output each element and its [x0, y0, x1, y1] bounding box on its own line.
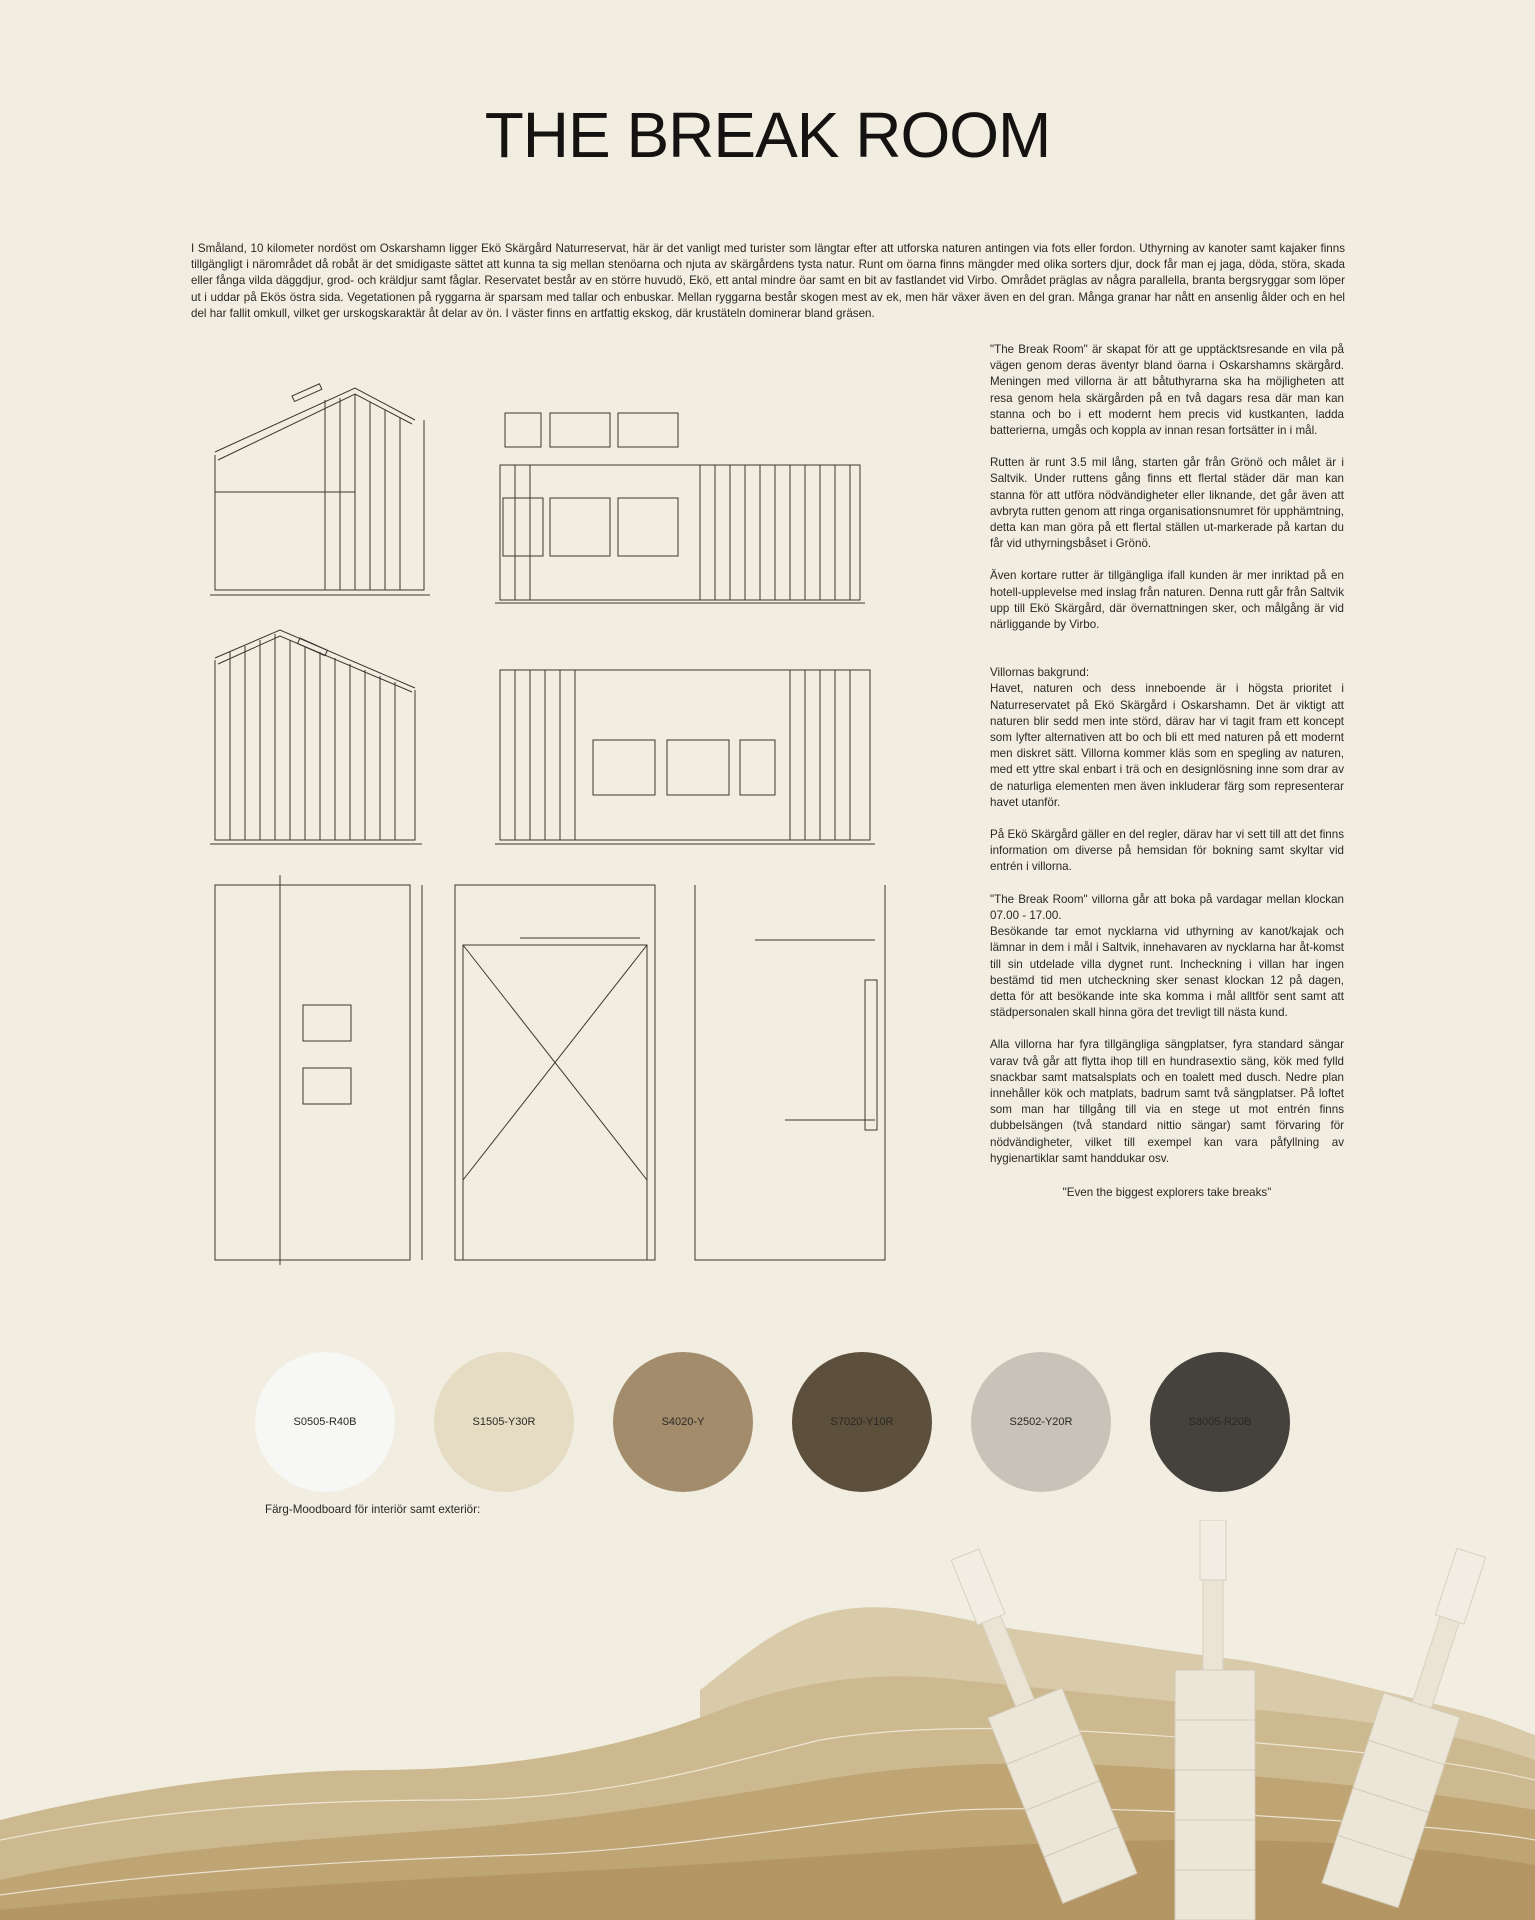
page-title: THE BREAK ROOM — [484, 99, 1051, 171]
rules-paragraph: På Ekö Skärgård gäller en del regler, därav har vi sett till att det finns information om diverse på hemsidan för bokning samt skyltar vid entrén i villorna. — [990, 828, 1344, 874]
keys-text: Besökande tar emot nycklarna vid uthyrning av kanot/kajak och lämnar in dem i mål i Saltvik, innehavaren av nycklarna har åt-komst till sin utdelade villa dygnet runt. Incheckning i villan har ingen bestämd tid men utcheckning sker senast klockan 12 på dagen, detta för att besökande inte ska komma i mål alltför sent samt att städpersonalen skall hinna göra det trevligt till nästa kund. — [990, 925, 1344, 1020]
house-section-top-left — [210, 384, 430, 595]
plan-bottom-right — [695, 885, 885, 1260]
booking-hours: "The Break Room" villorna går att boka på vardagar mellan klockan 07.00 - 17.00. — [990, 892, 1344, 922]
booking-paragraph — [990, 892, 1344, 1022]
background-text: Havet, naturen och dess inneboende är i högsta prioritet i Naturreservatet på Ekö Skärgård i Oskarshamn. Det är viktigt att naturen blir sedd men inte störd, därav har vi tagit fram ett koncept som lyfter alternativen att bo och bli ett med naturen på ett modernt men diskret sätt. Villorna kommer kläs som en spegling av naturen, med ett yttre skal enbart i trä och en designlösning inne som drar av de naturliga elementen men även inkluderar färg som representerar havet utanför. — [990, 682, 1344, 809]
background-heading: Villornas bakgrund: — [990, 666, 1090, 680]
house-elevation-middle-right — [495, 670, 875, 844]
description-column — [990, 342, 1344, 1217]
swatch-code: S7020-Y10R — [830, 1416, 894, 1428]
swatch-code: S8005-R20B — [1188, 1416, 1252, 1428]
swatch-code: S2502-Y20R — [1009, 1416, 1073, 1428]
intro-paragraph: I Småland, 10 kilometer nordöst om Oskarshamn ligger Ekö Skärgård Naturreservat, här är det vanligt med turister som längtar efter att utforska naturen antingen via fots eller fordon. Uthyrning av kanoter samt kajaker finns tillgängligt i närområdet då robåt är det smidigaste sättet att kunna ta sig mellan stenöarna och njuta av skärgårdens tysta natur. Runt om öarna finns mängder med olika sorters djur, dock får man ej jaga, döda, störa, skada eller fånga vilda däggdjur, grod- och kräldjur samt fåglar. Reservatet består av en större huvudö, Ekö, ett antal mindre öar samt en bit av fastlandet vid Virbo. Området präglas av några parallella, branta bergsryggar som löper ut i uddar på Ekös östra sida. Vegetationen på ryggarna är sparsam med tallar och enbuskar. Mellan ryggarna består skogen mest av ek, men här växer även en del gran. Många granar har nått en ansenlig ålder och en hel del har fallit omkull, vilket ger urskogskaraktär åt delar av ön. I väster finns en artfattig ekskog, där krustäteln dominerar bland gräsen. — [191, 242, 1345, 320]
swatch-3 — [613, 1352, 753, 1492]
background-paragraph — [990, 665, 1344, 811]
architectural-drawings — [200, 380, 910, 1280]
swatch-code: S1505-Y30R — [472, 1416, 536, 1428]
landscape-illustration — [0, 1520, 1535, 1920]
swatch-code: S0505-R40B — [293, 1416, 357, 1428]
plan-bottom-middle — [455, 885, 655, 1260]
house-elevation-top-right — [495, 413, 865, 603]
swatch-5 — [971, 1352, 1111, 1492]
route-paragraph: Rutten är runt 3.5 mil lång, starten går från Grönö och målet är i Saltvik. Under ruttens gång finns ett flertal städer där man kan stanna för att utföra nödvändigheter eller liknande, det går även att avbryta rutten genom att ringa organisationsnumret för upphämtning, detta kan man göra på ett flertal ställen ut-markerade på kartan du får vid uthyrningsbåset i Grönö. — [990, 456, 1344, 551]
swatch-code: S4020-Y — [661, 1416, 705, 1428]
swatch-4 — [792, 1352, 932, 1492]
quote: "Even the biggest explorers take breaks" — [1062, 1185, 1272, 1199]
plan-bottom-left — [215, 875, 422, 1265]
house-section-middle-left — [210, 630, 422, 844]
color-moodboard — [255, 1352, 1295, 1492]
moodboard-caption: Färg-Moodboard för interiör samt exteriör: — [265, 1503, 481, 1516]
cabin-model-2 — [1175, 1520, 1255, 1920]
layout-paragraph: Alla villorna har fyra tillgängliga sängplatser, fyra standard sängar varav två går att flytta ihop till en hundrasextio säng, kök med fylld snackbar samt matsalsplats och en toalett med dusch. Nedre plan innehåller kök och matplats, badrum samt två sängplatser. På loftet som man har tillgång till via en stege ut mot entrén finns dubbelsängen (två standard nittio sängar) samt förvaring för nödvändigheter, vilket till exempel kan vara påfyllning av hygienartiklar samt handdukar osv. — [990, 1038, 1344, 1165]
short-route-paragraph: Även kortare rutter är tillgängliga ifall kunden är mer inriktad på en hotell-upplevelse med inslag från naturen. Denna rutt går från Saltvik upp till Ekö Skärgård, där övernattningen sker, och målgång är vid närliggande by Virbo. — [990, 569, 1344, 632]
swatch-2 — [434, 1352, 574, 1492]
swatch-6 — [1150, 1352, 1290, 1492]
swatch-1 — [255, 1352, 395, 1492]
concept-paragraph: "The Break Room" är skapat för att ge upptäcktsresande en vila på vägen genom deras äventyr bland öarna i Oskarshamns skärgård. Meningen med villorna är att båtuthyrarna ska ha möjligheten att resa genom hela skärgården på en två dagars resa där man kan stanna och bo i ett modernt hem precis vid kustkanten, ladda batterierna, umgås och koppla av innan resan fortsätter in i mål. — [990, 343, 1344, 438]
